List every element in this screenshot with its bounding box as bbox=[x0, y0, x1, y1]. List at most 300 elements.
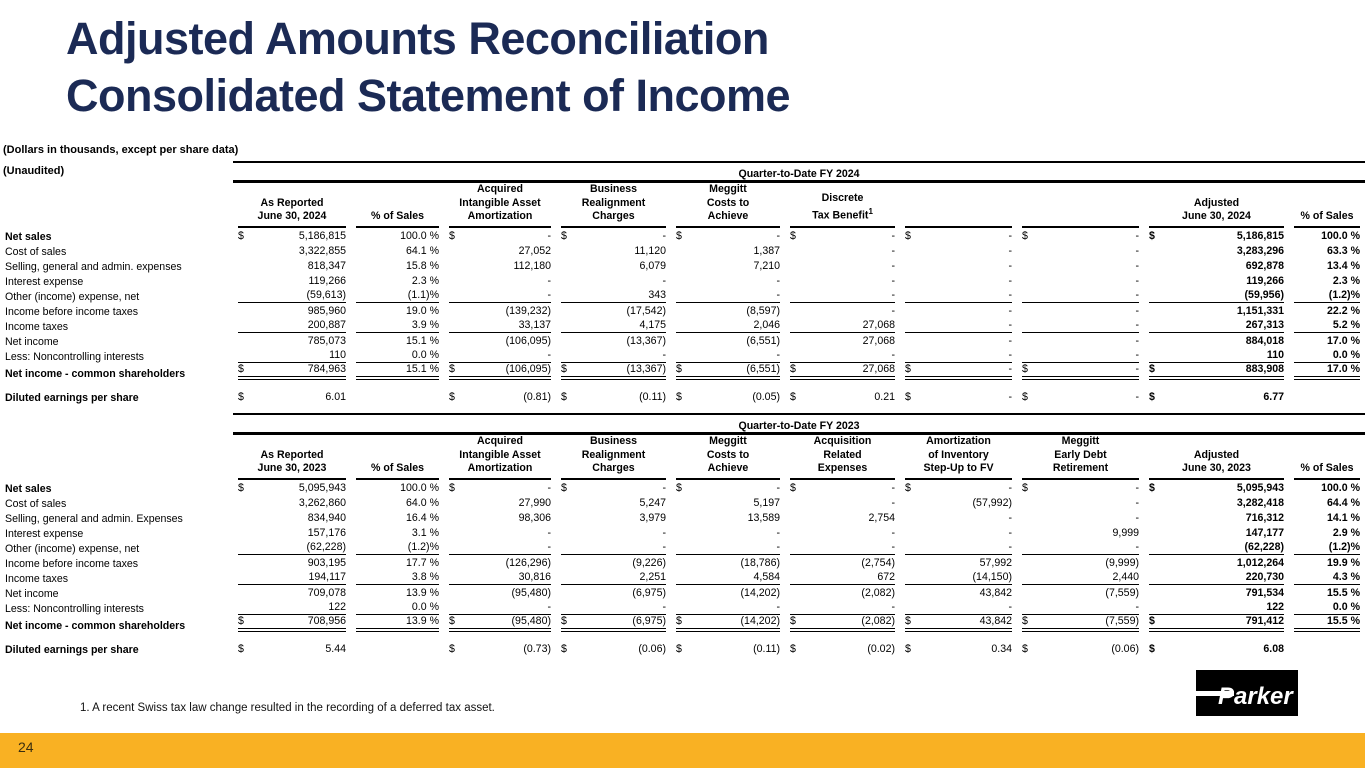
cell: - bbox=[900, 288, 1017, 303]
row-label: Selling, general and admin. expenses bbox=[5, 260, 182, 273]
cell: (2,082) bbox=[861, 586, 895, 599]
qtd-fy2023-section bbox=[0, 413, 1365, 656]
cell: 122 bbox=[1144, 600, 1289, 615]
band-spacer bbox=[0, 162, 233, 182]
cell: (8,597) bbox=[746, 304, 780, 317]
cell: (62,228) bbox=[1144, 540, 1289, 555]
cell: - bbox=[662, 274, 666, 287]
column-header: Adjusted June 30, 2024 bbox=[1144, 182, 1289, 228]
cell: (1.2)% bbox=[1289, 288, 1365, 303]
cell: 13.9 % bbox=[406, 586, 439, 599]
cell: 27,052 bbox=[518, 244, 551, 257]
cell: (7,559) bbox=[1105, 586, 1139, 599]
cell: 15.5 % bbox=[1327, 586, 1360, 599]
cell: - bbox=[785, 600, 900, 615]
table-row bbox=[0, 258, 1365, 273]
cell: (62,228) bbox=[233, 540, 351, 555]
cell: 64.4 % bbox=[1327, 496, 1360, 509]
cell: 4.3 % bbox=[1289, 570, 1365, 585]
table-row bbox=[0, 585, 1365, 600]
cell: - bbox=[891, 526, 895, 539]
cell: - bbox=[785, 348, 900, 363]
cell: - bbox=[662, 526, 666, 539]
row-label: Diluted earnings per share bbox=[5, 391, 139, 404]
row-label: Net sales bbox=[5, 482, 52, 495]
cell: 13.4 % bbox=[1327, 259, 1360, 272]
cell: 64.0 % bbox=[406, 496, 439, 509]
column-header: Meggitt Costs to Achieve bbox=[671, 434, 785, 480]
cell: 19.9 % bbox=[1327, 556, 1360, 569]
cell: 13.9 % bbox=[351, 615, 444, 632]
column-header: % of Sales bbox=[351, 434, 444, 480]
cell: 903,195 bbox=[307, 556, 346, 569]
cell: - bbox=[556, 348, 671, 363]
cell: - bbox=[891, 274, 895, 287]
row-label: Net income - common shareholders bbox=[5, 619, 186, 632]
parker-logo bbox=[1194, 670, 1298, 716]
cell: (1.1)% bbox=[351, 288, 444, 303]
row-label: Income taxes bbox=[5, 320, 69, 333]
row-label: Cost of sales bbox=[5, 245, 67, 258]
cell: 2.3 % bbox=[411, 274, 439, 287]
cell: $ - bbox=[1022, 481, 1139, 494]
cell: $ 6.77 bbox=[1149, 390, 1284, 403]
cell: (95,480) bbox=[511, 586, 551, 599]
cell: 98,306 bbox=[518, 511, 551, 524]
cell: 27,990 bbox=[518, 496, 551, 509]
cell: - bbox=[776, 526, 780, 539]
column-header: Acquisition Related Expenses bbox=[785, 434, 900, 480]
cell: 3.8 % bbox=[351, 570, 444, 585]
column-header: % of Sales bbox=[1289, 182, 1365, 228]
column-header bbox=[1017, 182, 1144, 228]
cell: 5.2 % bbox=[1289, 318, 1365, 333]
cell: 100.0 % bbox=[400, 229, 439, 242]
cell: - bbox=[1008, 304, 1012, 317]
cell: 194,117 bbox=[233, 570, 351, 585]
cell: 15.8 % bbox=[406, 259, 439, 272]
cell: 6,079 bbox=[639, 259, 666, 272]
cell: 122 bbox=[233, 600, 351, 615]
cell: (17,542) bbox=[626, 304, 666, 317]
cell: - bbox=[556, 540, 671, 555]
table-row bbox=[0, 380, 1365, 404]
cell: (59,956) bbox=[1144, 288, 1289, 303]
cell: - bbox=[1017, 318, 1144, 333]
cell: 4,584 bbox=[671, 570, 785, 585]
cell: $ (0.11) bbox=[676, 642, 780, 655]
cell: (126,296) bbox=[505, 556, 551, 569]
column-header: Acquired Intangible Asset Amortization bbox=[444, 434, 556, 480]
cell: - bbox=[1135, 511, 1139, 524]
cell: $ (0.02) bbox=[790, 642, 895, 655]
cell: $ 6.08 bbox=[1149, 642, 1284, 655]
cell: $ - bbox=[905, 229, 1012, 242]
table-row bbox=[0, 540, 1365, 555]
cell: - bbox=[1135, 244, 1139, 257]
cell: 15.5 % bbox=[1289, 615, 1365, 632]
cell: (14,202) bbox=[740, 586, 780, 599]
cell: $ (0.81) bbox=[449, 390, 551, 403]
table-row bbox=[0, 480, 1365, 495]
cell: $ 0.34 bbox=[905, 642, 1012, 655]
cell: 157,176 bbox=[307, 526, 346, 539]
cell: 22.2 % bbox=[1327, 304, 1360, 317]
cell: 1,387 bbox=[753, 244, 780, 257]
page-title bbox=[66, 10, 790, 124]
table-row bbox=[0, 273, 1365, 288]
row-label: Interest expense bbox=[5, 275, 84, 288]
period-label: Quarter-to-Date FY 2024 bbox=[233, 162, 1365, 182]
cell: - bbox=[1008, 244, 1012, 257]
cell: $ 5,186,815 bbox=[238, 229, 346, 242]
cell: $ - bbox=[900, 363, 1017, 380]
cell: - bbox=[1135, 274, 1139, 287]
cell: - bbox=[444, 600, 556, 615]
cell: 110 bbox=[1144, 348, 1289, 363]
table-row bbox=[0, 555, 1365, 570]
row-label: Income before income taxes bbox=[5, 305, 139, 318]
cell: (106,095) bbox=[505, 334, 551, 347]
cell: $ 883,908 bbox=[1144, 363, 1289, 380]
table-row bbox=[0, 495, 1365, 510]
row-label: Diluted earnings per share bbox=[5, 643, 139, 656]
cell: 2.9 % bbox=[1332, 526, 1360, 539]
cell: $ 5,095,943 bbox=[238, 481, 346, 494]
cell: $ 43,842 bbox=[900, 615, 1017, 632]
parker-logo-text: Parker bbox=[1218, 683, 1293, 710]
column-header bbox=[900, 182, 1017, 228]
cell: 100.0 % bbox=[1321, 481, 1360, 494]
row-label: Less: Noncontrolling interests bbox=[5, 350, 144, 363]
cell: $ (6,551) bbox=[671, 363, 785, 380]
cell: 5,247 bbox=[639, 496, 666, 509]
header-spacer bbox=[0, 434, 233, 480]
cell: $ 784,963 bbox=[233, 363, 351, 380]
cell: $ (2,082) bbox=[785, 615, 900, 632]
cell: - bbox=[785, 540, 900, 555]
cell: - bbox=[1017, 288, 1144, 303]
cell: 2,251 bbox=[556, 570, 671, 585]
table-row bbox=[0, 363, 1365, 380]
cell: - bbox=[785, 288, 900, 303]
cell: 27,068 bbox=[785, 318, 900, 333]
cell: - bbox=[1135, 496, 1139, 509]
cell: - bbox=[900, 600, 1017, 615]
cell: 672 bbox=[785, 570, 900, 585]
cell: 14.1 % bbox=[1327, 511, 1360, 524]
qtd-fy2023-table bbox=[0, 413, 1365, 656]
column-header: Amortization of Inventory Step-Up to FV bbox=[900, 434, 1017, 480]
table-row bbox=[0, 348, 1365, 363]
cell: - bbox=[900, 540, 1017, 555]
cell: 33,137 bbox=[444, 318, 556, 333]
cell: 63.3 % bbox=[1327, 244, 1360, 257]
cell: 1,012,264 bbox=[1236, 556, 1284, 569]
cell: 13,589 bbox=[747, 511, 780, 524]
cell bbox=[1289, 380, 1365, 404]
cell: 57,992 bbox=[979, 556, 1012, 569]
cell: 147,177 bbox=[1245, 526, 1284, 539]
cell: 267,313 bbox=[1144, 318, 1289, 333]
cell: - bbox=[671, 540, 785, 555]
cell: 110 bbox=[233, 348, 351, 363]
table-row bbox=[0, 243, 1365, 258]
table-row bbox=[0, 615, 1365, 632]
cell: - bbox=[891, 259, 895, 272]
column-header: % of Sales bbox=[351, 182, 444, 228]
row-label: Cost of sales bbox=[5, 497, 67, 510]
cell: (59,613) bbox=[233, 288, 351, 303]
cell: $ - bbox=[790, 481, 895, 494]
cell: $ 708,956 bbox=[233, 615, 351, 632]
cell: 3,979 bbox=[639, 511, 666, 524]
cell: 4,175 bbox=[556, 318, 671, 333]
column-header: Business Realignment Charges bbox=[556, 434, 671, 480]
row-label: Income taxes bbox=[5, 572, 69, 585]
cell: 2,046 bbox=[671, 318, 785, 333]
cell: - bbox=[671, 288, 785, 303]
cell: (6,551) bbox=[746, 334, 780, 347]
table-row bbox=[0, 570, 1365, 585]
table-row bbox=[0, 510, 1365, 525]
cell: - bbox=[900, 318, 1017, 333]
cell: $ - bbox=[561, 229, 666, 242]
cell: 100.0 % bbox=[400, 481, 439, 494]
cell: - bbox=[547, 274, 551, 287]
cell: (1.2)% bbox=[351, 540, 444, 555]
cell: 17.7 % bbox=[406, 556, 439, 569]
table-row bbox=[0, 303, 1365, 318]
cell: - bbox=[1008, 511, 1012, 524]
cell: (57,992) bbox=[972, 496, 1012, 509]
row-label: Other (income) expense, net bbox=[5, 542, 140, 555]
cell: 884,018 bbox=[1245, 334, 1284, 347]
cell: 2,754 bbox=[868, 511, 895, 524]
cell: $ 0.21 bbox=[790, 390, 895, 403]
cell: 0.0 % bbox=[351, 600, 444, 615]
cell: $ (0.06) bbox=[561, 642, 666, 655]
cell: 7,210 bbox=[753, 259, 780, 272]
cell: 100.0 % bbox=[1321, 229, 1360, 242]
cell: - bbox=[547, 526, 551, 539]
cell: $ - bbox=[676, 229, 780, 242]
cell: 0.0 % bbox=[1289, 348, 1365, 363]
band-spacer bbox=[0, 414, 233, 434]
cell bbox=[351, 632, 444, 656]
cell: $ (13,367) bbox=[556, 363, 671, 380]
table-row bbox=[0, 632, 1365, 656]
cell: 11,120 bbox=[634, 244, 666, 257]
table-row bbox=[0, 333, 1365, 348]
cell: - bbox=[1008, 259, 1012, 272]
page-title-line2: Consolidated Statement of Income bbox=[66, 70, 791, 121]
cell: 1,151,331 bbox=[1236, 304, 1284, 317]
cell: 3.1 % bbox=[411, 526, 439, 539]
cell: (14,150) bbox=[900, 570, 1017, 585]
cell: - bbox=[556, 600, 671, 615]
column-header-row bbox=[0, 434, 1365, 480]
cell: 791,534 bbox=[1245, 586, 1284, 599]
table-row bbox=[0, 288, 1365, 303]
cell: $ (6,975) bbox=[556, 615, 671, 632]
cell: $ (0.73) bbox=[449, 642, 551, 655]
cell: $ (7,559) bbox=[1017, 615, 1144, 632]
cell: $ - bbox=[905, 390, 1012, 403]
cell: 17.0 % bbox=[1327, 334, 1360, 347]
cell: 30,816 bbox=[444, 570, 556, 585]
cell: $ (0.05) bbox=[676, 390, 780, 403]
row-label: Net income bbox=[5, 335, 59, 348]
page-title-line1: Adjusted Amounts Reconciliation bbox=[66, 13, 769, 64]
units-note: (Dollars in thousands, except per share data) bbox=[3, 144, 239, 156]
cell: $ (14,202) bbox=[671, 615, 785, 632]
footnote-ref: 1 bbox=[868, 207, 873, 217]
cell: 5,197 bbox=[753, 496, 780, 509]
cell: - bbox=[671, 600, 785, 615]
cell: $ - bbox=[1017, 363, 1144, 380]
cell: $ - bbox=[1022, 390, 1139, 403]
cell: $ 5,095,943 bbox=[1149, 481, 1284, 494]
cell: $ (0.06) bbox=[1022, 642, 1139, 655]
row-label: Income before income taxes bbox=[5, 557, 139, 570]
cell: - bbox=[1135, 334, 1139, 347]
cell: 2,440 bbox=[1017, 570, 1144, 585]
row-label: Net income - common shareholders bbox=[5, 367, 186, 380]
table-row bbox=[0, 525, 1365, 540]
cell: (2,754) bbox=[861, 556, 895, 569]
column-header: Business Realignment Charges bbox=[556, 182, 671, 228]
row-label: Interest expense bbox=[5, 527, 84, 540]
cell: (13,367) bbox=[626, 334, 666, 347]
cell: - bbox=[671, 348, 785, 363]
cell: 15.1 % bbox=[351, 363, 444, 380]
table-row bbox=[0, 228, 1365, 243]
cell: - bbox=[1135, 304, 1139, 317]
footer-bar bbox=[0, 733, 1365, 768]
cell: (9,999) bbox=[1105, 556, 1139, 569]
cell: 709,078 bbox=[307, 586, 346, 599]
row-label: Other (income) expense, net bbox=[5, 290, 140, 303]
table-row bbox=[0, 600, 1365, 615]
cell: $ 6.01 bbox=[238, 390, 346, 403]
cell: $ (0.11) bbox=[561, 390, 666, 403]
cell: 3,322,855 bbox=[298, 244, 346, 257]
cell: 27,068 bbox=[862, 334, 895, 347]
cell: (139,232) bbox=[505, 304, 551, 317]
cell: 785,073 bbox=[307, 334, 346, 347]
footnote: 1. A recent Swiss tax law change resulted in the recording of a deferred tax asset. bbox=[80, 702, 495, 714]
cell: 112,180 bbox=[513, 259, 551, 272]
cell: 17.0 % bbox=[1289, 363, 1365, 380]
cell: - bbox=[776, 274, 780, 287]
cell: 2.3 % bbox=[1332, 274, 1360, 287]
period-band-row bbox=[0, 162, 1365, 182]
table-row bbox=[0, 318, 1365, 333]
row-label: Selling, general and admin. Expenses bbox=[5, 512, 183, 525]
period-label: Quarter-to-Date FY 2023 bbox=[233, 414, 1365, 434]
row-label: Net income bbox=[5, 587, 59, 600]
cell: 3,283,296 bbox=[1236, 244, 1284, 257]
cell: (9,226) bbox=[632, 556, 666, 569]
cell: 0.0 % bbox=[351, 348, 444, 363]
cell: $ - bbox=[449, 481, 551, 494]
cell: 119,266 bbox=[308, 274, 346, 287]
cell: $ - bbox=[905, 481, 1012, 494]
cell: 3,262,860 bbox=[298, 496, 346, 509]
cell: 985,960 bbox=[307, 304, 346, 317]
cell: 3.9 % bbox=[351, 318, 444, 333]
cell: 43,842 bbox=[979, 586, 1012, 599]
cell: $ (95,480) bbox=[444, 615, 556, 632]
cell: $ - bbox=[676, 481, 780, 494]
column-header: As Reported June 30, 2024 bbox=[233, 182, 351, 228]
cell: 9,999 bbox=[1112, 526, 1139, 539]
qtd-fy2024-section bbox=[0, 161, 1365, 404]
cell: $ 27,068 bbox=[785, 363, 900, 380]
cell: (6,975) bbox=[632, 586, 666, 599]
cell: 220,730 bbox=[1144, 570, 1289, 585]
period-band-row bbox=[0, 414, 1365, 434]
cell: 19.0 % bbox=[406, 304, 439, 317]
cell: - bbox=[1008, 334, 1012, 347]
row-label: Net sales bbox=[5, 230, 52, 243]
column-header-row bbox=[0, 182, 1365, 228]
cell: - bbox=[891, 244, 895, 257]
cell: - bbox=[1017, 540, 1144, 555]
cell: $ (106,095) bbox=[444, 363, 556, 380]
cell: $ 791,412 bbox=[1144, 615, 1289, 632]
cell: - bbox=[1017, 600, 1144, 615]
column-header: Discrete Tax Benefit$^1$ bbox=[785, 182, 900, 228]
cell bbox=[351, 380, 444, 404]
column-header: % of Sales bbox=[1289, 434, 1365, 480]
cell: (18,786) bbox=[740, 556, 780, 569]
cell: - bbox=[891, 496, 895, 509]
cell: $ - bbox=[561, 481, 666, 494]
cell: $ - bbox=[1022, 229, 1139, 242]
row-label: Less: Noncontrolling interests bbox=[5, 602, 144, 615]
cell: - bbox=[1008, 274, 1012, 287]
cell: (1.2)% bbox=[1289, 540, 1365, 555]
cell: 834,940 bbox=[307, 511, 346, 524]
column-header: Adjusted June 30, 2023 bbox=[1144, 434, 1289, 480]
cell: 15.1 % bbox=[406, 334, 439, 347]
unaudited-note: (Unaudited) bbox=[3, 165, 65, 177]
cell: - bbox=[1017, 348, 1144, 363]
cell: $ - bbox=[790, 229, 895, 242]
column-header: As Reported June 30, 2023 bbox=[233, 434, 351, 480]
cell: $ 5.44 bbox=[238, 642, 346, 655]
column-header: Meggitt Early Debt Retirement bbox=[1017, 434, 1144, 480]
cell: - bbox=[444, 540, 556, 555]
cell: 343 bbox=[556, 288, 671, 303]
cell: 200,887 bbox=[233, 318, 351, 333]
header-spacer bbox=[0, 182, 233, 228]
cell: - bbox=[891, 304, 895, 317]
cell: 692,878 bbox=[1245, 259, 1284, 272]
cell: $ - bbox=[449, 229, 551, 242]
cell: - bbox=[1008, 526, 1012, 539]
cell: 3,282,418 bbox=[1236, 496, 1284, 509]
page-number: 24 bbox=[18, 739, 34, 755]
cell: 0.0 % bbox=[1289, 600, 1365, 615]
cell: 64.1 % bbox=[406, 244, 439, 257]
cell: - bbox=[900, 348, 1017, 363]
cell: - bbox=[1135, 259, 1139, 272]
cell bbox=[1289, 632, 1365, 656]
cell: 818,347 bbox=[307, 259, 346, 272]
